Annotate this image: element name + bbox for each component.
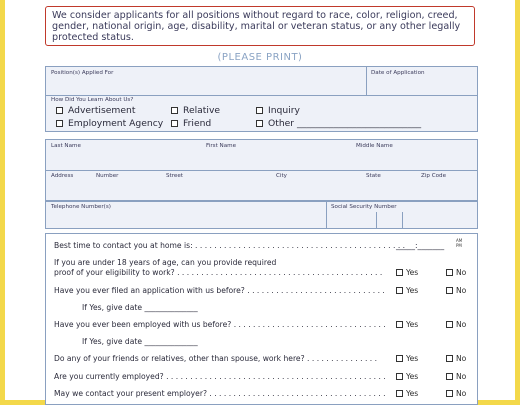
address-label: Address: [51, 173, 74, 179]
checkbox[interactable]: [446, 373, 453, 380]
checkbox[interactable]: [256, 107, 263, 114]
checkbox[interactable]: [171, 107, 178, 114]
friends-yes[interactable]: Yes: [396, 354, 418, 363]
currently-yes[interactable]: Yes: [396, 372, 418, 381]
filed-give-date[interactable]: If Yes, give date ______________: [82, 303, 198, 312]
friends-question: Do any of your friends or relatives, other than spouse, work here? . . . . . . . . . . . . . . .: [54, 354, 378, 363]
checkbox[interactable]: [446, 355, 453, 362]
option-other[interactable]: Other ___________________________: [256, 118, 421, 129]
currently-no[interactable]: No: [446, 372, 466, 381]
checkbox[interactable]: [56, 107, 63, 114]
last-name-label: Last Name: [51, 143, 81, 149]
checkbox[interactable]: [396, 287, 403, 294]
city-label: City: [276, 173, 287, 179]
currently-employed-question: Are you currently employed? . . . . . . . . . . . . . . . . . . . . . . . . . . . . . . . . . . . . . . . . . . . . . .: [54, 372, 386, 381]
under18-yes[interactable]: Yes: [396, 268, 418, 277]
contact-employer-question: May we contact your present employer? . . . . . . . . . . . . . . . . . . . . . . . . . . . . . . . . . . . . .: [54, 389, 386, 398]
option-employment-agency[interactable]: Employment Agency: [56, 118, 163, 129]
position-label: Position(s) Applied For: [51, 70, 114, 76]
employed-give-date[interactable]: If Yes, give date ______________: [82, 337, 198, 346]
street-label: Street: [166, 173, 183, 179]
middle-name-label: Middle Name: [356, 143, 393, 149]
under18-question-line1: If you are under 18 years of age, can you provide required: [54, 258, 277, 267]
zip-label: Zip Code: [421, 173, 447, 179]
first-name-label: First Name: [206, 143, 237, 149]
under18-question-line2: proof of your eligibility to work? . . . . . . . . . . . . . . . . . . . . . . . . . . . . . . . . . . . . . . . . . . .: [54, 268, 383, 277]
checkbox[interactable]: [446, 287, 453, 294]
filed-no[interactable]: No: [446, 286, 466, 295]
filed-yes[interactable]: Yes: [396, 286, 418, 295]
checkbox[interactable]: [396, 373, 403, 380]
state-label: State: [366, 173, 381, 179]
number-label: Number: [96, 173, 119, 179]
employed-before-question: Have you ever been employed with us before? . . . . . . . . . . . . . . . . . . . . . . . . . . . . . . . .: [54, 320, 386, 329]
time-blank[interactable]: _____:_______: [396, 241, 445, 250]
learn-label: How Did You Learn About Us?: [51, 97, 134, 103]
please-print-heading: (PLEASE PRINT): [217, 52, 303, 63]
checkbox[interactable]: [56, 120, 63, 127]
checkbox[interactable]: [446, 321, 453, 328]
ssn-label: Social Security Number: [331, 204, 397, 210]
equal-opportunity-notice: We consider applicants for all positions without regard to race, color, religion, creed, gender, national origin, age, disability, marital or veteran status, or any other legally protected status.: [45, 6, 475, 46]
name-address-section: [45, 139, 478, 201]
contact-employer-yes[interactable]: Yes: [396, 389, 418, 398]
option-advertisement[interactable]: Advertisement: [56, 105, 135, 116]
position-section: [45, 66, 478, 132]
checkbox[interactable]: [171, 120, 178, 127]
phone-ssn-section: [45, 201, 478, 229]
option-relative[interactable]: Relative: [171, 105, 220, 116]
checkbox[interactable]: [396, 390, 403, 397]
checkbox[interactable]: [396, 321, 403, 328]
option-friend[interactable]: Friend: [171, 118, 211, 129]
filed-question: Have you ever filed an application with us before? . . . . . . . . . . . . . . . . . . . . . . . . . . . . .: [54, 286, 385, 295]
telephone-label: Telephone Number(s): [51, 204, 111, 210]
checkbox[interactable]: [446, 390, 453, 397]
questions-section: [45, 233, 478, 405]
checkbox[interactable]: [396, 269, 403, 276]
am-pm-label: AM PM: [456, 238, 463, 248]
option-inquiry[interactable]: Inquiry: [256, 105, 300, 116]
date-label: Date of Application: [371, 70, 425, 76]
checkbox[interactable]: [256, 120, 263, 127]
contact-employer-no[interactable]: No: [446, 389, 466, 398]
checkbox[interactable]: [446, 269, 453, 276]
employed-before-yes[interactable]: Yes: [396, 320, 418, 329]
under18-no[interactable]: No: [446, 268, 466, 277]
best-time-question: Best time to contact you at home is: . . . . . . . . . . . . . . . . . . . . . . . . . . . . . . . . . . . . . . . . . . . .: [54, 241, 406, 250]
checkbox[interactable]: [396, 355, 403, 362]
employed-before-no[interactable]: No: [446, 320, 466, 329]
friends-no[interactable]: No: [446, 354, 466, 363]
